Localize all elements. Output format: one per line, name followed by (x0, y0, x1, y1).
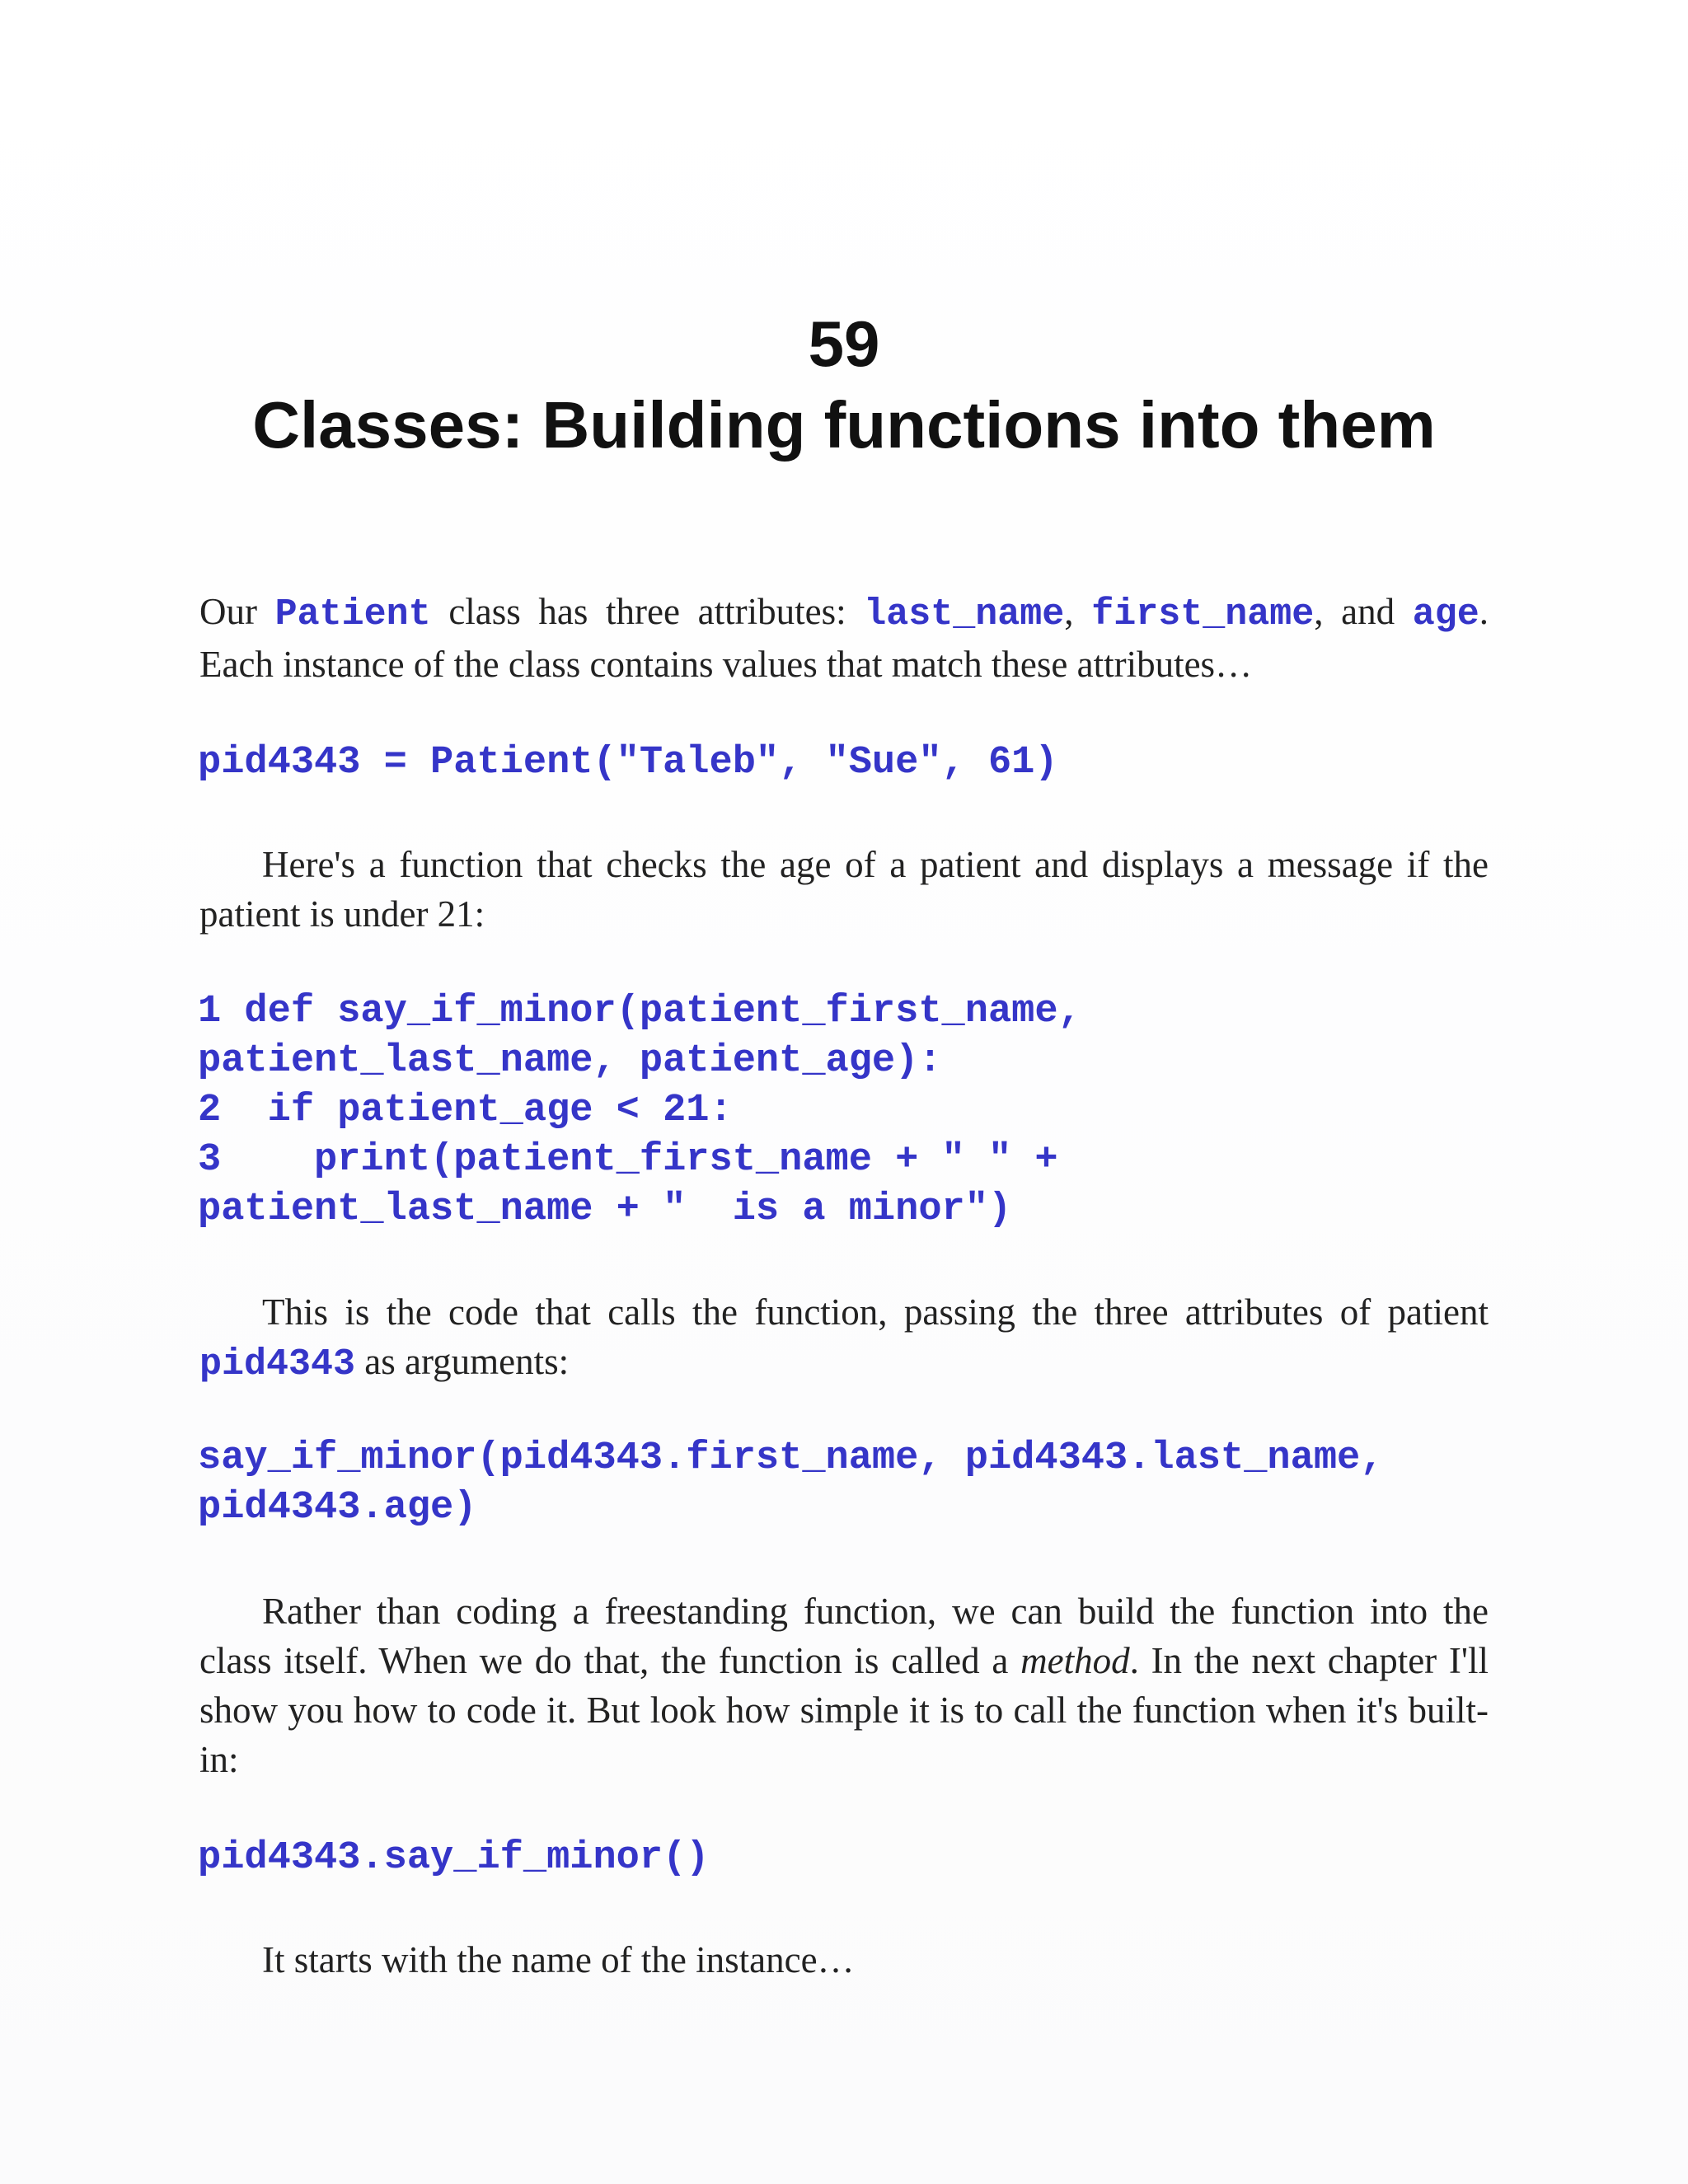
emphasis-method: method (1020, 1640, 1130, 1681)
function-intro-paragraph: Here's a function that checks the age of a patient and displays a message if the patient is under 21: (199, 844, 1489, 935)
code-line: 1 def say_if_minor(patient_first_name, (198, 990, 1081, 1033)
code-line: pid4343.say_if_minor() (198, 1836, 710, 1880)
code-block-method-call (198, 1834, 710, 1883)
code-line: 3 print(patient_first_name + " " + (198, 1138, 1058, 1182)
chapter-number: 59 (808, 307, 880, 380)
code-block-function (198, 987, 1081, 1235)
intro-paragraph: Our Patient class has three attributes: last_name, first_name, and age. Each instance of the class contains values that match these attributes… (199, 591, 1489, 685)
code-line: pid4343.age) (198, 1486, 477, 1530)
method-paragraph: Rather than coding a freestanding function, we can build the function into the class itself. When we do that, the function is called a method. In the next chapter I'll show you how to code it. But look how simple it is to call the function when it's built-in: (199, 1591, 1489, 1780)
chapter-title: Classes: Building functions into them (252, 388, 1436, 462)
code-block-instance (198, 738, 1058, 788)
call-intro-paragraph: This is the code that calls the function, passing the three attributes of patient pid4343 as arguments: (199, 1291, 1489, 1385)
code-block-call (198, 1434, 1383, 1533)
code-line: 2 if patient_age < 21: (198, 1089, 733, 1132)
code-line: patient_last_name + " is a minor") (198, 1188, 1012, 1231)
inline-code-patient: Patient (274, 593, 431, 635)
code-line: pid4343 = Patient("Taleb", "Sue", 61) (198, 741, 1058, 785)
inline-code-last-name: last_name (864, 593, 1065, 635)
code-line: patient_last_name, patient_age): (198, 1039, 942, 1083)
inline-code-pid: pid4343 (199, 1343, 356, 1385)
closing-paragraph: It starts with the name of the instance… (262, 1939, 855, 1980)
code-line: say_if_minor(pid4343.first_name, pid4343.last_name, (198, 1436, 1384, 1480)
inline-code-first-name: first_name (1091, 593, 1315, 635)
inline-code-age: age (1412, 593, 1479, 635)
